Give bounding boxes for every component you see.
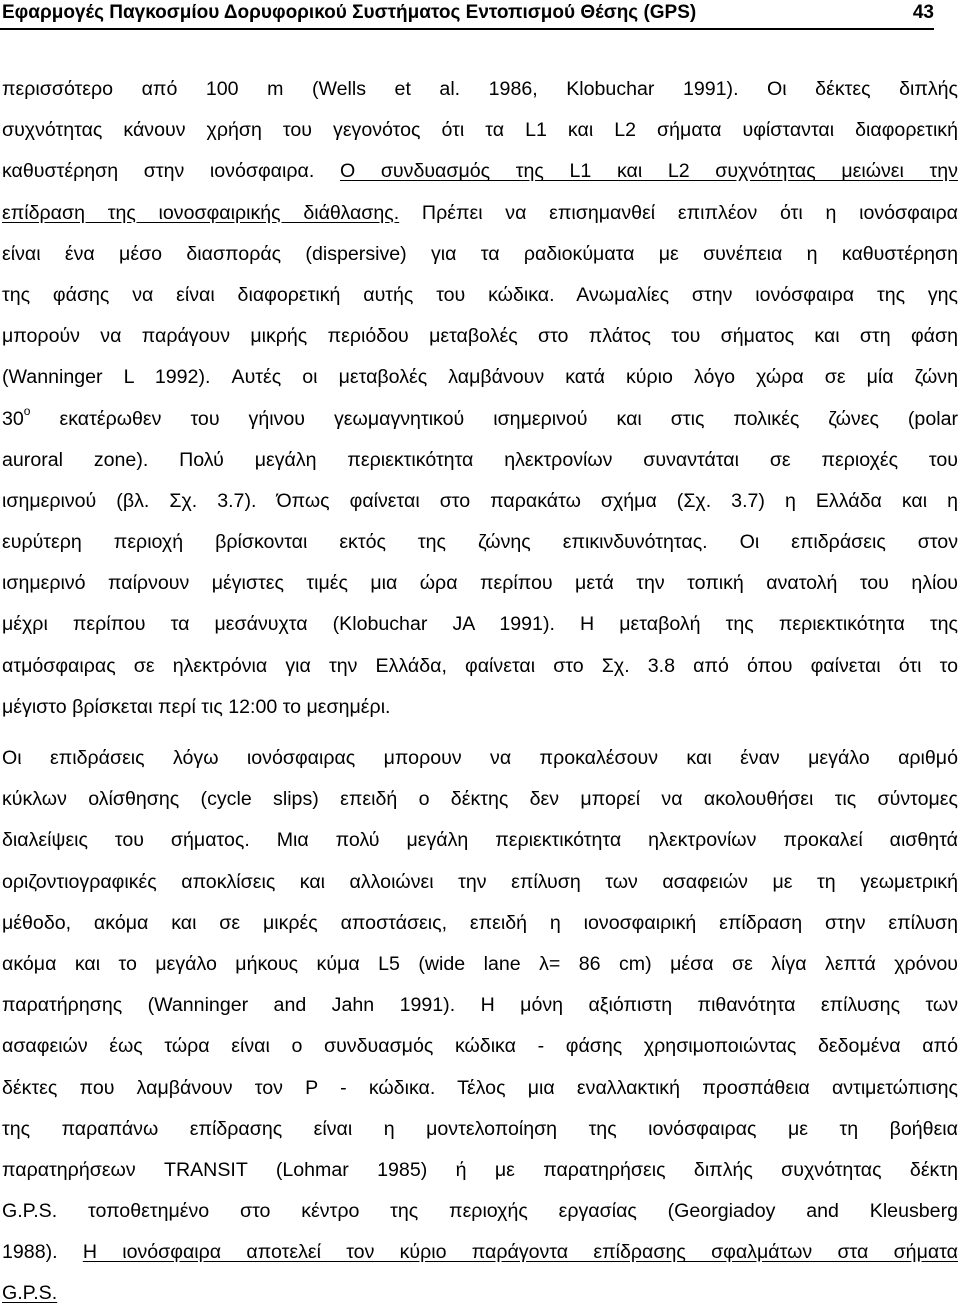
text-segment: καθυστέρηση στην ιονόσφαιρα. (2, 160, 315, 183)
text-line: ισημερινό παίρνουν μέγιστες τιμές μια ώρα περίπου μετά την τοπική ανατολή του ηλίου (2, 572, 958, 595)
text-line (2, 1273, 958, 1314)
text-line: ασαφειών έως τώρα είναι ο συνδυασμός κώδικα - φάσης χρησιμοποιώντας δεδομένα από (2, 1035, 958, 1058)
text-line: ακόμα και το μεγάλο μήκους κύμα L5 (wide lane λ= 86 cm) μέσα σε λίγα λεπτά χρόνου (2, 952, 958, 975)
underlined-text: Ο συνδυασμός της L1 και L2 συχνότητας μειώνει την (339, 160, 958, 183)
text-line: μέχρι περίπου τα μεσάνυχτα (Klobuchar JA 1991). Η μεταβολή της περιεκτικότητα της (2, 613, 958, 636)
text-line: παρατηρήσεων TRANSIT (Lohmar 1985) ή με παρατηρήσεις διπλής συχνότητας δέκτη (2, 1158, 958, 1181)
text-line: κύκλων ολίσθησης (cycle slips) επειδή ο δέκτης δεν μπορεί να ακολουθήσει τις σύντομες (2, 788, 958, 811)
text-line: συχνότητας κάνουν χρήση του γεγονότος ότι τα L1 και L2 σήματα υφίστανται διαφορετική (2, 119, 958, 142)
paragraph-2 (2, 738, 958, 1315)
text-segment: 30 (2, 407, 24, 430)
text-line: G.P.S. τοποθετημένο στο κέντρο της περιοχής εργασίας (Georgiadoy and Kleusberg (2, 1200, 958, 1223)
text-line: μέθοδο, ακόμα και σε μικρές αποστάσεις, επειδή η ιονοσφαιρική επίδραση στην επίλυση (2, 911, 958, 934)
text-line (2, 151, 958, 192)
text-segment: Πρέπει να επισημανθεί επιπλέον ότι η ιονόσφαιρα (399, 201, 958, 224)
text-line: Οι επιδράσεις λόγω ιονόσφαιρας μπορουν να προκαλέσουν και έναν μεγάλο αριθμό (2, 747, 958, 769)
text-line (2, 193, 958, 234)
text-line: οριζοντιογραφικές αποκλίσεις και αλλοιώνει την επίλυση των ασαφειών με τη γεωμετρική (2, 870, 958, 893)
text-line (2, 399, 958, 440)
underlined-text: Η ιονόσφαιρα αποτελεί τον κύριο παράγοντα επίδρασης σφαλμάτων στα σήματα (82, 1241, 958, 1264)
underlined-text: επίδραση της ιονοσφαιρικής διάθλασης. (2, 201, 400, 224)
text-line: διαλείψεις του σήματος. Μια πολύ μεγάλη περιεκτικότητα ηλεκτρονίων προκαλεί αισθητά (2, 829, 958, 852)
text-line: παρατήρησης (Wanninger and Jahn 1991). Η μόνη αξιόπιστη πιθανότητα επίλυσης των (2, 994, 958, 1017)
text-line: ευρύτερη περιοχή βρίσκονται εκτός της ζώνης επικινδυνότητας. Οι επιδράσεις στον (2, 531, 958, 554)
text-line: είναι ένα μέσο διασποράς (dispersive) για τα ραδιοκύματα με συνέπεια η καθυστέρηση (2, 242, 958, 265)
header-title: Εφαρμογές Παγκοσμίου Δορυφορικού Συστήματος Εντοπισμού Θέσης (GPS) (2, 2, 697, 23)
text-line: ατμόσφαιρας σε ηλεκτρόνια για την Ελλάδα, φαίνεται στο Σχ. 3.8 από όπου φαίνεται ότι το (2, 654, 958, 677)
text-line: (Wanninger L 1992). Αυτές οι μεταβολές λαμβάνουν κατά κύριο λόγο χώρα σε μία ζώνη (2, 366, 958, 389)
text-line: της παραπάνω επίδρασης είναι η μοντελοποίηση της ιονόσφαιρας με τη βοήθεια (2, 1117, 958, 1140)
text-line: μέγιστο βρίσκεται περί τις 12:00 το μεσημέρι. (2, 695, 391, 718)
underlined-text: G.P.S. (2, 1282, 58, 1305)
text-segment: 1988). (2, 1241, 83, 1264)
page-number: 43 (912, 2, 934, 23)
text-line: δέκτες που λαμβάνουν τον P - κώδικα. Τέλος μια εναλλακτική προσπάθεια αντιμετώπισης (2, 1076, 958, 1099)
text-segment: εκατέρωθεν του γήινου γεωμαγνητικού ισημερινού και στις πολικές ζώνες (polar (30, 407, 958, 430)
running-header (0, 0, 934, 30)
text-line (2, 1232, 958, 1273)
paragraph-1 (2, 69, 958, 728)
degree-superscript: ο (23, 403, 31, 418)
text-line: ισημερινού (βλ. Σχ. 3.7). Όπως φαίνεται στο παρακάτω σχήμα (Σχ. 3.7) η Ελλάδα και η (2, 489, 958, 512)
text-line: μπορούν να παράγουν μικρής περιόδου μεταβολές στο πλάτος του σήματος και στη φάση (2, 325, 958, 348)
text-line: auroral zone). Πολύ μεγάλη περιεκτικότητα ηλεκτρονίων συναντάται σε περιοχές του (2, 448, 958, 471)
text-line: περισσότερο από 100 m (Wells et al. 1986, Klobuchar 1991). Οι δέκτες διπλής (2, 78, 958, 100)
text-line: της φάσης να είναι διαφορετική αυτής του κώδικα. Ανωμαλίες στην ιονόσφαιρα της γης (2, 283, 958, 306)
